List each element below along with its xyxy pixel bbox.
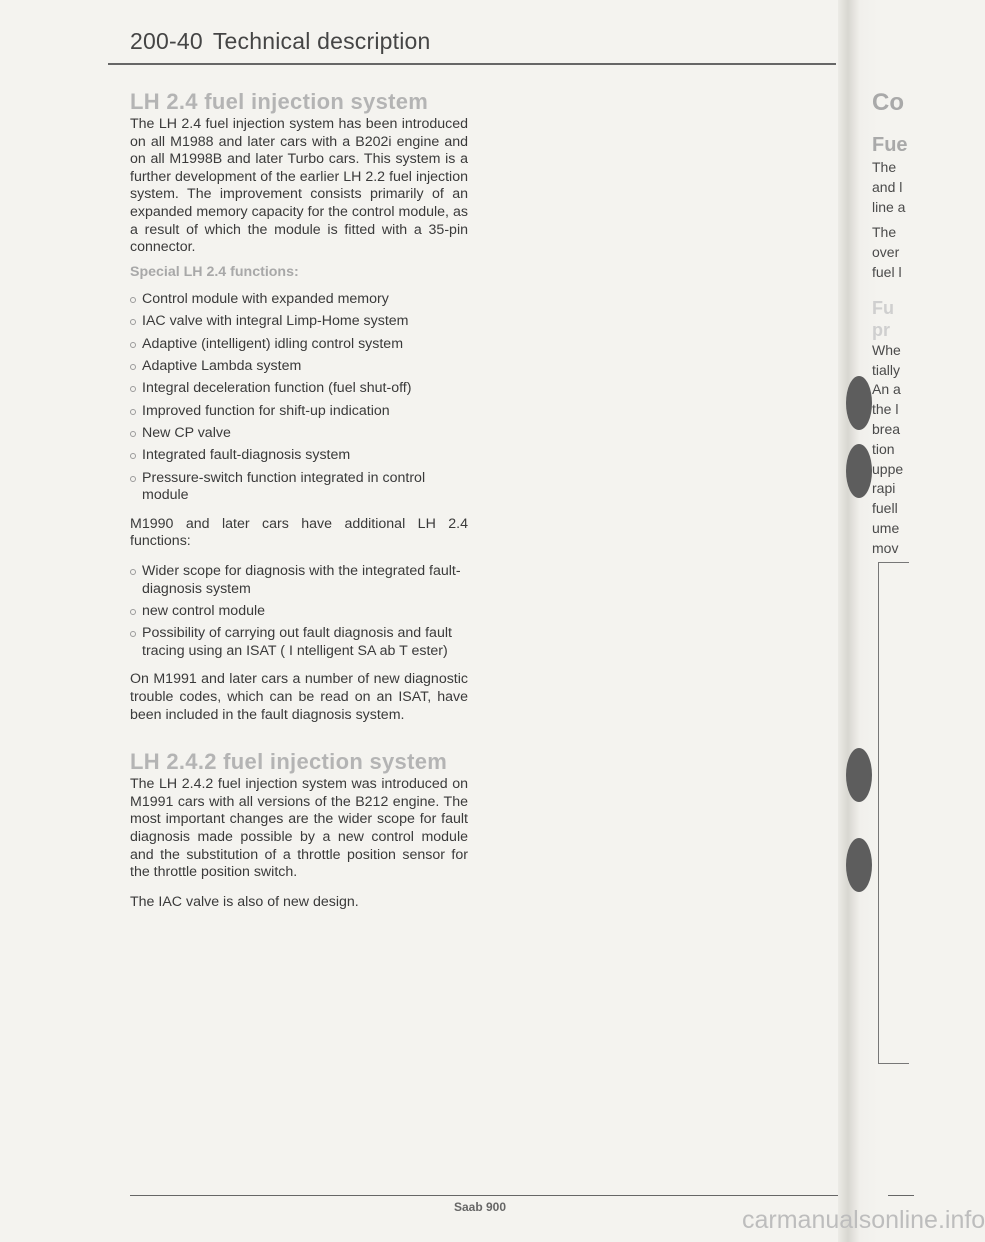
list-item: Adaptive (intelligent) idling control system [130, 336, 468, 354]
binding-hole [846, 748, 872, 802]
next-page-line: tially [872, 361, 901, 378]
page-title: Technical description [212, 28, 431, 54]
m1991-paragraph: On M1991 and later cars a number of new diagnostic trouble codes, which can be read on an ISAT, have been included in the fault diagnosis system. [130, 671, 468, 723]
next-page-subtitle-2b: pr [872, 319, 890, 340]
list-item: Adaptive Lambda system [130, 358, 468, 376]
next-page-subtitle-2: Fu [872, 297, 894, 318]
binding-hole [846, 376, 872, 430]
next-page-column [872, 88, 932, 559]
next-page-line: fuel l [872, 263, 902, 280]
next-page-line: uppe [872, 460, 904, 477]
lh242-paragraph: The LH 2.4.2 fuel injection system was introduced on M1991 cars with all versions of the B212 engine. The most important changes are the wider scope for fault diagnosis made possible by a new control module and the substitution of a throttle position sensor for the throttle position switch. [130, 776, 468, 881]
list-item: Pressure-switch function integrated in control module [130, 470, 468, 505]
footer-rule-right [888, 1195, 914, 1196]
footer-model: Saab 900 [453, 1200, 507, 1214]
list-item: Wider scope for diagnosis with the integrated fault- diagnosis system [130, 563, 468, 598]
section-number: 200-40 [130, 28, 203, 54]
next-page-line: the l [872, 401, 899, 418]
list-item: Improved function for shift-up indication [130, 403, 468, 421]
page-header [130, 28, 431, 55]
header-rule [108, 63, 836, 65]
list-item: New CP valve [130, 425, 468, 443]
next-page-title: Co [872, 89, 904, 116]
next-page-line: Whe [872, 341, 901, 358]
m1990-functions-list [130, 563, 468, 661]
list-item: new control module [130, 603, 468, 621]
next-page-line: An a [872, 381, 901, 398]
next-page-line: rapi [872, 480, 896, 497]
next-page-line: line a [872, 198, 906, 215]
list-item: IAC valve with integral Limp-Home system [130, 313, 468, 331]
next-page-line: tion [872, 440, 895, 457]
next-page-line: and l [872, 178, 903, 195]
next-page-subtitle: Fue [872, 134, 908, 156]
list-item: Possibility of carrying out fault diagnosis and fault tracing using an ISAT ( I ntelligent SA ab T ester) [130, 625, 468, 660]
next-page-line: over [872, 244, 900, 261]
functions-subheading: Special LH 2.4 functions: [130, 263, 299, 280]
binding-hole [846, 444, 872, 498]
next-page-line: The [872, 224, 897, 241]
list-item: Control module with expanded memory [130, 291, 468, 309]
watermark: carmanualsonline.info [742, 1206, 985, 1234]
next-page-line: The [872, 159, 897, 175]
next-page-line: ume [872, 519, 900, 536]
section-title-lh24: LH 2.4 fuel injection system [130, 89, 429, 114]
next-page-line: brea [872, 420, 901, 437]
next-page-line: mov [872, 539, 899, 556]
functions-list [130, 291, 468, 505]
section-title-lh242: LH 2.4.2 fuel injection system [130, 749, 448, 775]
next-page-line: fuell [872, 500, 898, 517]
main-column [130, 88, 468, 911]
list-item: Integral deceleration function (fuel shut-off) [130, 380, 468, 398]
m1990-paragraph: M1990 and later cars have additional LH 2.4 functions: [130, 515, 468, 550]
next-page-frame [878, 562, 909, 1064]
list-item: Integrated fault-diagnosis system [130, 447, 468, 465]
binding-hole [846, 838, 872, 892]
footer-rule [130, 1195, 838, 1196]
intro-paragraph: The LH 2.4 fuel injection system has been introduced on all M1988 and later cars with a B202i engine and on all M1998B and later Turbo cars. This system is a further development of the earlier LH 2.2 fuel injection system. The improvement consists primarily of an expanded memory capacity for the control module, as a result of which the module is fitted with a 35-pin connector. [130, 116, 468, 256]
iac-valve-paragraph: The IAC valve is also of new design. [130, 893, 359, 910]
